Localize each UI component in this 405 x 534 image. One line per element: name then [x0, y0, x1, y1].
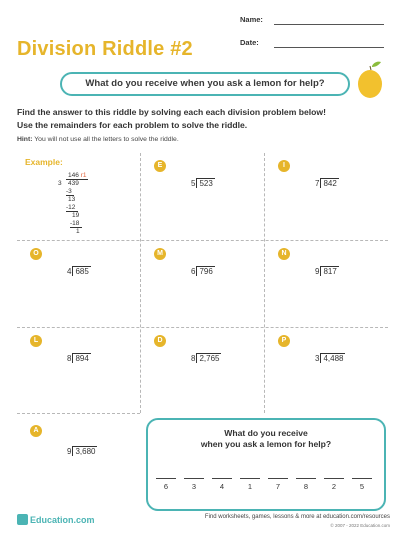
- example-step: 1: [76, 228, 80, 235]
- letter-badge: O: [30, 248, 42, 260]
- instruction-line-2: Use the remainders for each problem to solve the riddle.: [17, 120, 248, 130]
- example-step: -3: [66, 188, 72, 195]
- divisor: 5: [191, 179, 196, 188]
- answer-box: [146, 418, 386, 511]
- letter-badge: N: [278, 248, 290, 260]
- division-problem: [191, 178, 215, 188]
- answer-number: 5: [359, 482, 365, 491]
- divisor: 9: [315, 267, 320, 276]
- division-problem: [315, 178, 339, 188]
- problem-cell-o: [17, 241, 140, 328]
- date-label: Date:: [240, 38, 259, 47]
- divisor: 3: [315, 354, 320, 363]
- problem-cell-p: [265, 328, 388, 415]
- answer-blank[interactable]: [352, 467, 372, 479]
- name-label: Name:: [240, 15, 263, 24]
- dividend: 523: [196, 178, 214, 188]
- letter-badge: L: [30, 335, 42, 347]
- logo-mark-icon: [17, 514, 28, 525]
- date-line-rule: [274, 47, 384, 48]
- letter-badge: D: [154, 335, 166, 347]
- answer-blank[interactable]: [212, 467, 232, 479]
- example-quotient: [68, 172, 86, 179]
- name-line-rule: [274, 24, 384, 25]
- problem-cell-l: [17, 328, 140, 415]
- example-step: 13: [68, 196, 76, 203]
- logo-text: Education.com: [30, 515, 95, 525]
- hint-label: Hint:: [17, 136, 33, 143]
- education-logo[interactable]: [17, 514, 95, 525]
- date-field[interactable]: [240, 38, 259, 47]
- problem-cell-d: [141, 328, 264, 415]
- division-problem: [67, 353, 91, 363]
- dividend: 685: [72, 266, 90, 276]
- divisor: 6: [191, 267, 196, 276]
- dividend: 796: [196, 266, 214, 276]
- problem-cell-m: [141, 241, 264, 328]
- problem-grid: [17, 153, 388, 413]
- hint-text: You will not use all the letters to solve the riddle.: [32, 136, 179, 143]
- dividend: 4,488: [320, 353, 345, 363]
- letter-badge: M: [154, 248, 166, 260]
- dividend: 817: [320, 266, 338, 276]
- division-problem: [191, 353, 221, 363]
- instructions: [17, 106, 377, 132]
- letter-badge: I: [278, 160, 290, 172]
- name-field[interactable]: [240, 15, 263, 24]
- problem-cell-a: [17, 418, 140, 508]
- answer-title-line-1: What do you receive: [224, 428, 308, 438]
- answer-number: 3: [191, 482, 197, 491]
- answer-number: 1: [247, 482, 253, 491]
- divisor: 8: [191, 354, 196, 363]
- problem-cell-e: [141, 153, 264, 240]
- answer-blank[interactable]: [296, 467, 316, 479]
- lemon-icon: [356, 60, 384, 100]
- answer-blank[interactable]: [268, 467, 288, 479]
- answer-blank[interactable]: [156, 467, 176, 479]
- answer-slot[interactable]: [156, 467, 176, 491]
- divisor: 9: [67, 447, 72, 456]
- page-title: Division Riddle #2: [17, 38, 193, 60]
- answer-number: 2: [331, 482, 337, 491]
- answer-number: 7: [275, 482, 281, 491]
- division-problem: [67, 266, 91, 276]
- problem-cell-i: [265, 153, 388, 240]
- answer-slot[interactable]: [212, 467, 232, 491]
- problem-cell-n: [265, 241, 388, 328]
- answer-slot[interactable]: [184, 467, 204, 491]
- example-label: Example:: [25, 157, 63, 167]
- answer-title-line-2: when you ask a lemon for help?: [200, 439, 332, 449]
- dividend: 2,765: [196, 353, 221, 363]
- answer-slot[interactable]: [296, 467, 316, 491]
- answer-slot[interactable]: [240, 467, 260, 491]
- answer-blank[interactable]: [240, 467, 260, 479]
- hint: [17, 136, 179, 143]
- example-cell: [17, 153, 140, 240]
- dividend: 3,680: [72, 446, 97, 456]
- answer-number: 4: [219, 482, 225, 491]
- copyright: © 2007 - 2022 Education.com: [330, 523, 390, 528]
- letter-badge: A: [30, 425, 42, 437]
- example-remainder: r1: [80, 172, 87, 179]
- riddle-question: What do you receive when you ask a lemon for help?: [60, 72, 350, 96]
- example-dividend: 439: [68, 180, 79, 187]
- answer-slot[interactable]: [268, 467, 288, 491]
- answer-blank[interactable]: [324, 467, 344, 479]
- answer-number: 8: [303, 482, 309, 491]
- division-problem: [67, 446, 97, 456]
- letter-badge: P: [278, 335, 290, 347]
- answer-blank[interactable]: [184, 467, 204, 479]
- divisor: 7: [315, 179, 320, 188]
- answer-slot[interactable]: [352, 467, 372, 491]
- example-divisor: 3: [58, 180, 62, 187]
- divisor: 8: [67, 354, 72, 363]
- answer-slot[interactable]: [324, 467, 344, 491]
- example-step: -12: [66, 204, 76, 211]
- instruction-line-1: Find the answer to this riddle by solving each each division problem below!: [17, 107, 326, 117]
- divisor: 4: [67, 267, 72, 276]
- answer-number: 6: [163, 482, 169, 491]
- division-problem: [191, 266, 215, 276]
- footer-text: Find worksheets, games, lessons & more at education.com/resources: [204, 514, 390, 520]
- dividend: 842: [320, 178, 338, 188]
- example-step: 19: [72, 212, 80, 219]
- division-problem: [315, 353, 345, 363]
- example-quotient-value: 146: [68, 172, 79, 179]
- letter-badge: E: [154, 160, 166, 172]
- dividend: 894: [72, 353, 90, 363]
- division-problem: [315, 266, 339, 276]
- example-step: -18: [70, 220, 80, 227]
